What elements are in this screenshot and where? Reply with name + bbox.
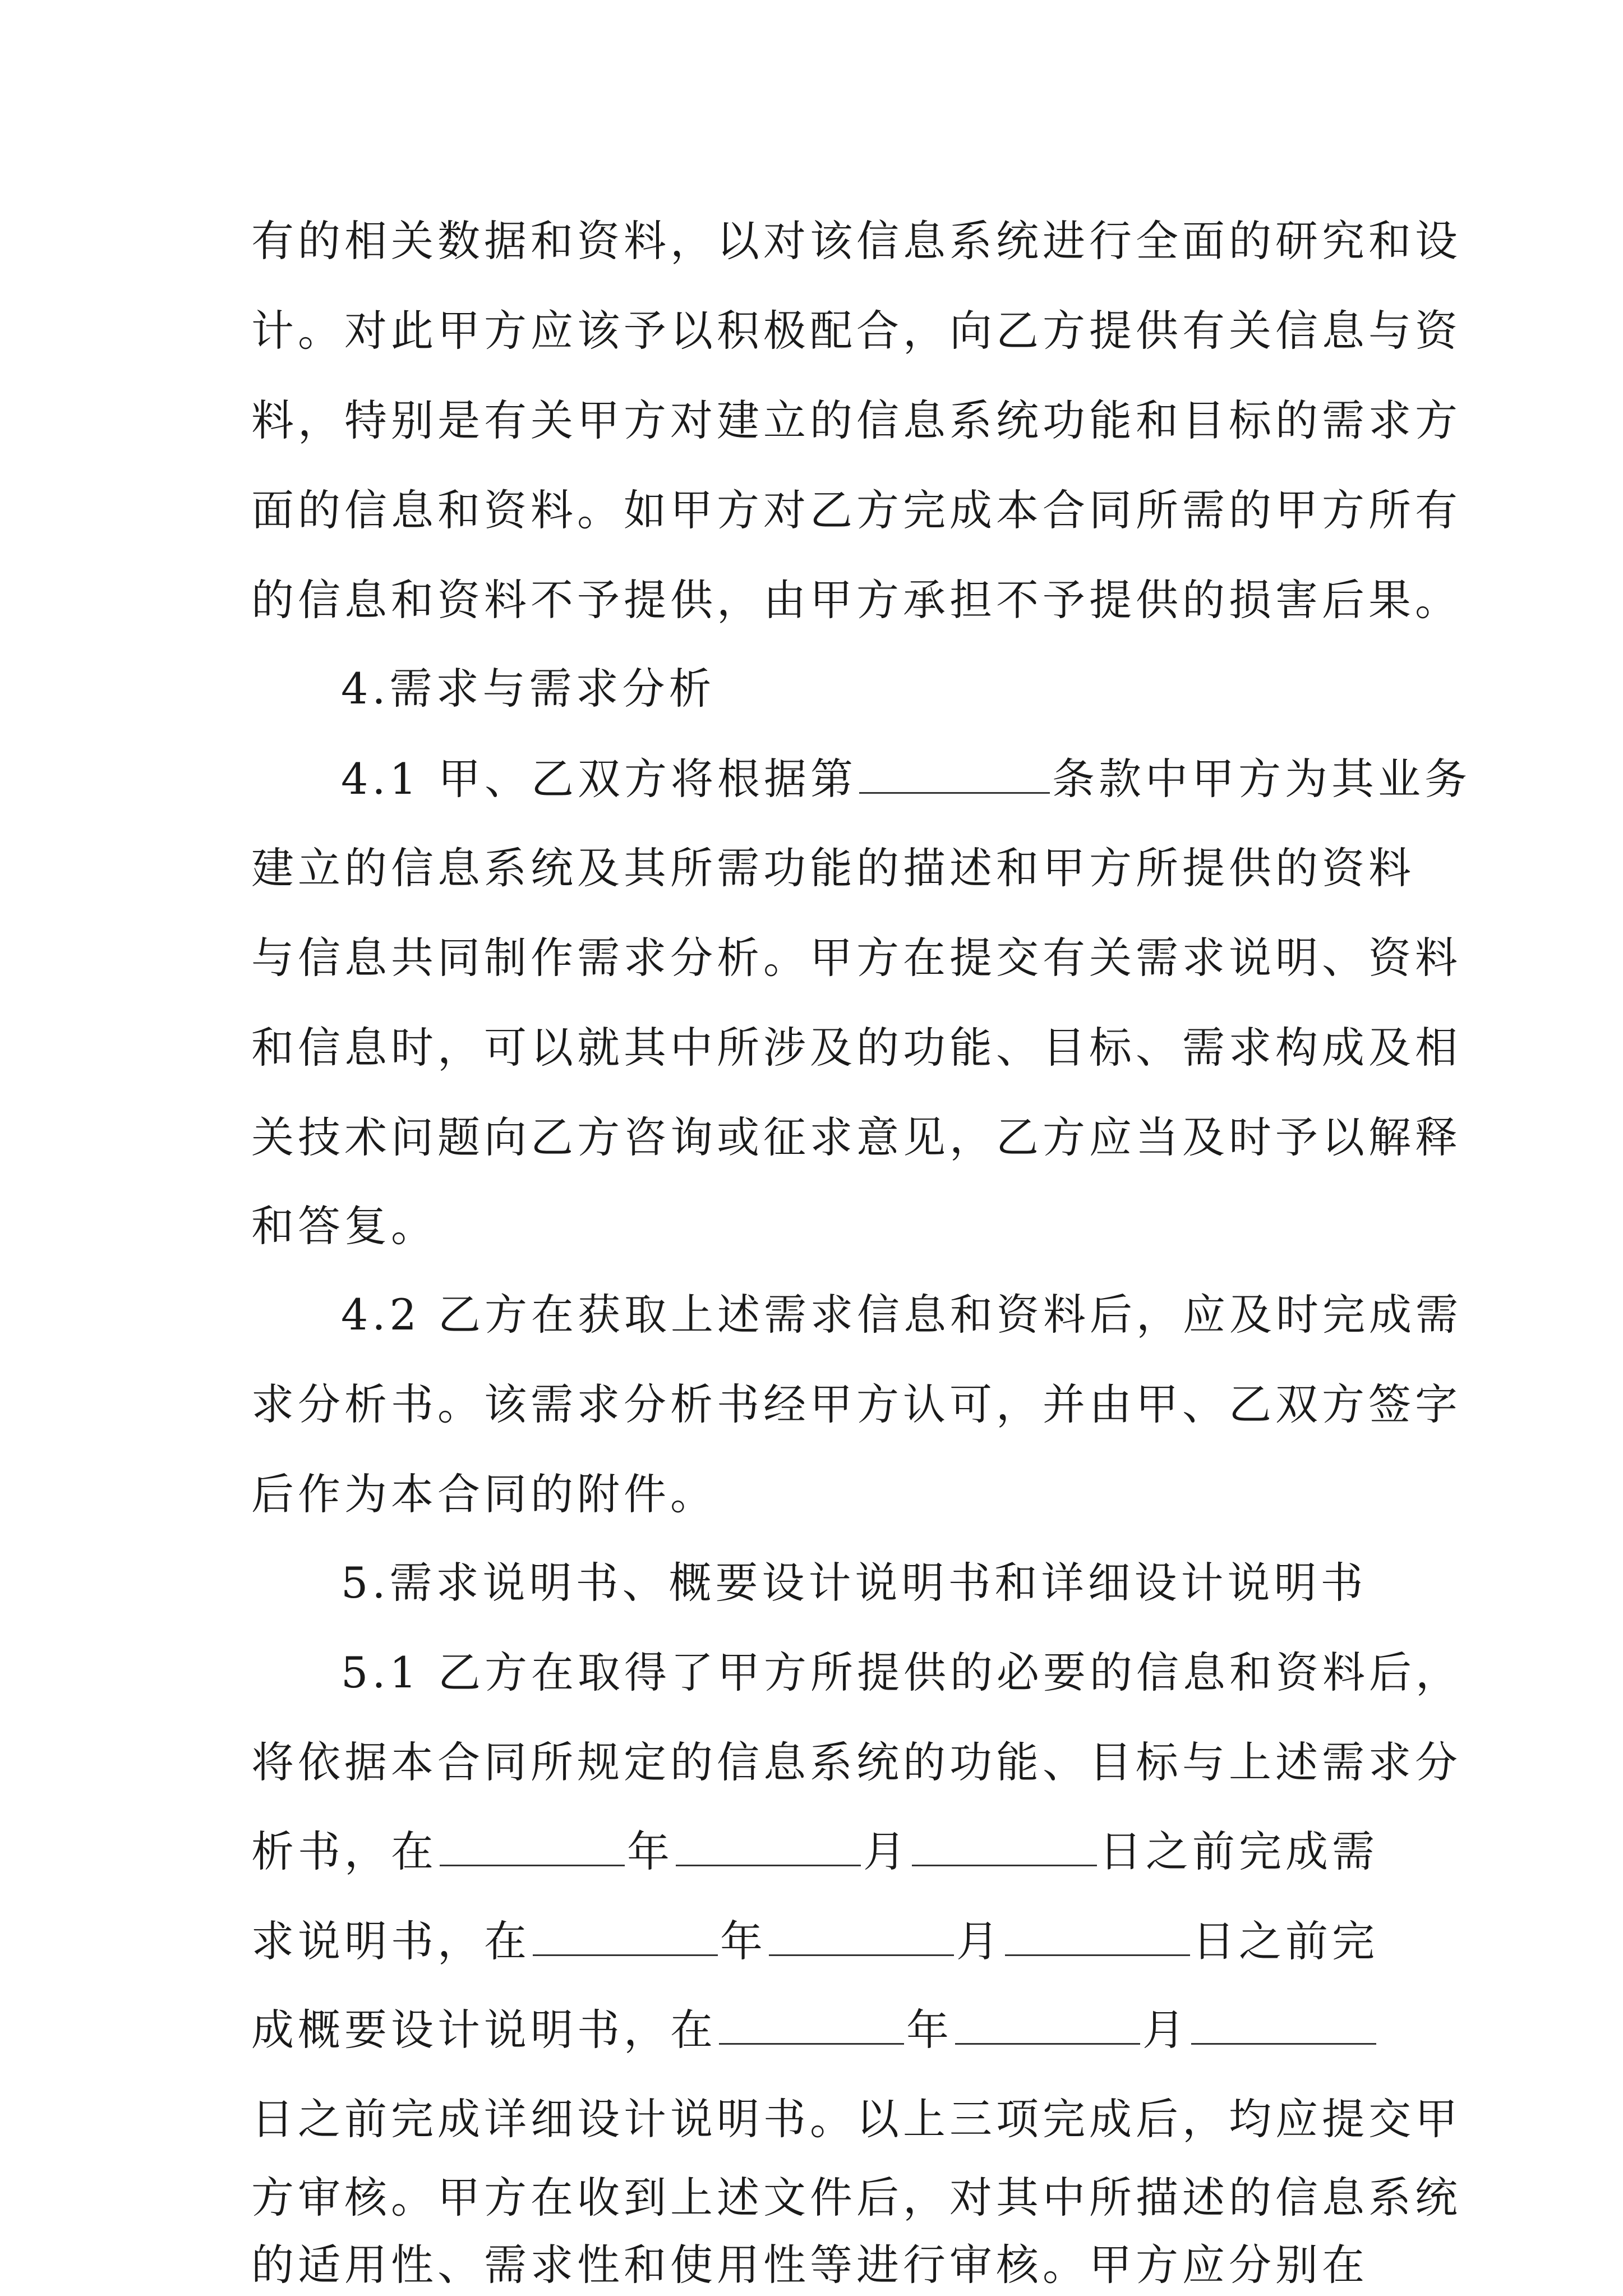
clause-text: 月 xyxy=(956,1916,1003,1966)
paragraph-line: 有的相关数据和资料，以对该信息系统进行全面的研究和设 xyxy=(251,216,1461,266)
paragraph-line: 日之前完成详细设计说明书。以上三项完成后，均应提交甲 xyxy=(251,2094,1461,2144)
paragraph-line: 建立的信息系统及其所需功能的描述和甲方所提供的资料 xyxy=(251,843,1415,893)
clause-text: 日之前完 xyxy=(1192,1916,1378,1966)
paragraph-line: 求分析书。该需求分析书经甲方认可，并由甲、乙双方签字 xyxy=(251,1379,1461,1429)
clause-text: 日之前完成需 xyxy=(1099,1826,1378,1876)
blank-line xyxy=(676,1830,861,1866)
date-line-3 xyxy=(251,2005,1378,2055)
clause-text: 年 xyxy=(720,1916,767,1966)
clause-5-1-line: 5.1 乙方在取得了甲方所提供的必要的信息和资料后， xyxy=(341,1648,1463,1697)
paragraph-line: 和答复。 xyxy=(251,1201,437,1251)
paragraph-line: 将依据本合同所规定的信息系统的功能、目标与上述需求分 xyxy=(251,1737,1461,1787)
paragraph-line: 关技术问题向乙方咨询或征求意见，乙方应当及时予以解释 xyxy=(251,1112,1461,1162)
blank-line xyxy=(955,2008,1140,2045)
paragraph-line: 的信息和资料不予提供，由甲方承担不予提供的损害后果。 xyxy=(251,575,1461,625)
clause-text: 条款中甲方为其业务 xyxy=(1052,754,1472,804)
paragraph-line: 的适用性、需求性和使用性等进行审核。甲方应分别在 xyxy=(251,2240,1368,2290)
date-line-1 xyxy=(251,1826,1378,1876)
clause-text: 年 xyxy=(627,1826,674,1876)
blank-line xyxy=(1005,1920,1190,1956)
clause-text: 求说明书，在 xyxy=(251,1916,531,1966)
paragraph-line: 与信息共同制作需求分析。甲方在提交有关需求说明、资料 xyxy=(251,933,1461,983)
clause-text: 月 xyxy=(1142,2005,1189,2055)
blank-line xyxy=(912,1830,1097,1866)
section-heading-5: 5.需求说明书、概要设计说明书和详细设计说明书 xyxy=(341,1558,1367,1608)
clause-4-2-line: 4.2 乙方在获取上述需求信息和资料后，应及时完成需 xyxy=(341,1290,1463,1340)
clause-text: 4.1 甲、乙双方将根据第 xyxy=(341,754,857,804)
clause-text: 年 xyxy=(906,2005,953,2055)
paragraph-line: 和信息时，可以就其中所涉及的功能、目标、需求构成及相 xyxy=(251,1023,1461,1073)
blank-line xyxy=(1191,2008,1376,2045)
paragraph-line: 料，特别是有关甲方对建立的信息系统功能和目标的需求方 xyxy=(251,395,1461,445)
paragraph-line: 方审核。甲方在收到上述文件后，对其中所描述的信息系统 xyxy=(251,2173,1461,2223)
date-line-2 xyxy=(251,1916,1378,1966)
blank-line xyxy=(859,757,1050,794)
blank-line xyxy=(440,1830,625,1866)
clause-text: 成概要设计说明书，在 xyxy=(251,2005,717,2055)
clause-text: 析书，在 xyxy=(251,1826,437,1876)
section-heading-4: 4.需求与需求分析 xyxy=(341,664,716,714)
paragraph-line: 面的信息和资料。如甲方对乙方完成本合同所需的甲方所有 xyxy=(251,485,1461,535)
paragraph-line: 计。对此甲方应该予以积极配合，向乙方提供有关信息与资 xyxy=(251,306,1461,356)
blank-line xyxy=(769,1920,954,1956)
clause-4-1-line xyxy=(341,754,1472,804)
blank-line xyxy=(533,1920,718,1956)
clause-text: 月 xyxy=(863,1826,910,1876)
blank-line xyxy=(719,2008,904,2045)
paragraph-line: 后作为本合同的附件。 xyxy=(251,1469,717,1519)
